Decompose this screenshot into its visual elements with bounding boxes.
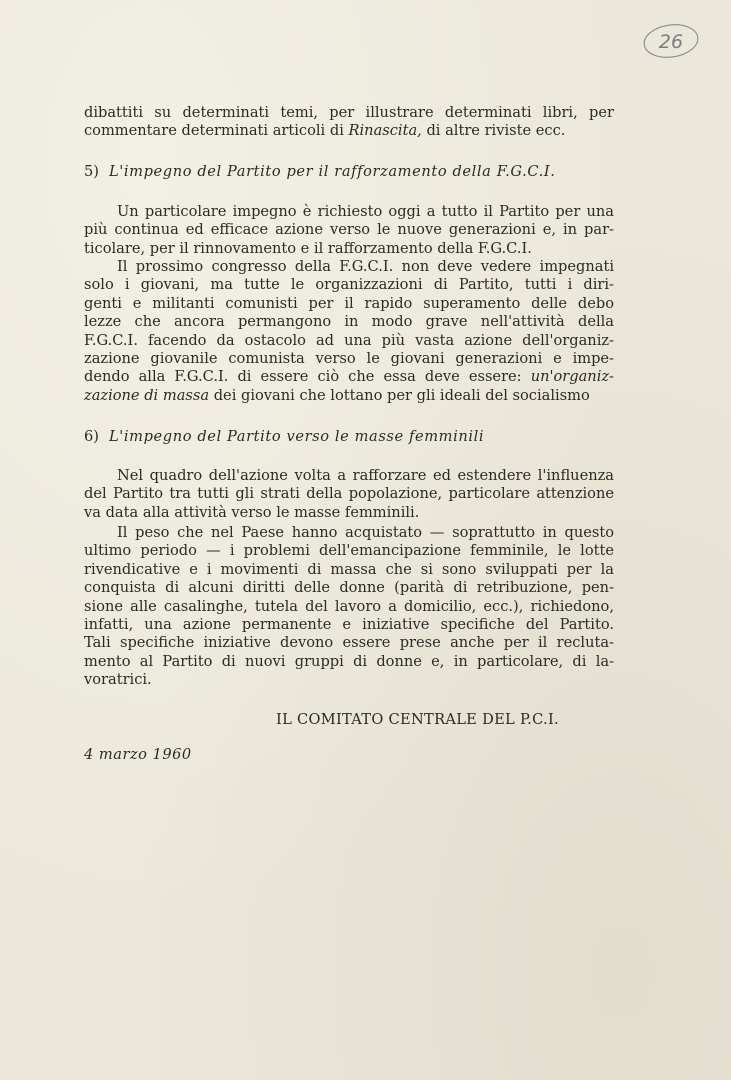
s6p2-line-8: mento al Partito di nuovi gruppi di donne e, in particolare, di la- — [84, 652, 614, 670]
s6p2-line-9: voratrici. — [84, 671, 152, 689]
s5p2-line-7-italic: un'organiz- — [530, 368, 614, 386]
s6p2-line-4: conquista di alcuni diritti delle donne (parità di retribuzione, pen- — [84, 579, 614, 597]
section-6-paragraph-2 — [84, 524, 614, 690]
s5p2-line-5: F.G.C.I. facendo da ostacolo ad una più vasta azione dell'organiz- — [84, 331, 614, 349]
intro-line-1: dibattiti su determinati temi, per illustrare determinati libri, per — [84, 104, 614, 121]
section-6-title: L'impegno del Partito verso le masse femminili — [108, 428, 485, 445]
s6p2-line-1: Il peso che nel Paese hanno acquistato — soprattutto in questo — [117, 524, 614, 541]
s6p2-line-2: ultimo periodo — i problemi dell'emancipazione femminile, le lotte — [84, 542, 614, 560]
s5p2-line-3: genti e militanti comunisti per il rapido superamento delle debo — [84, 294, 614, 312]
intro-line-2-text: commentare determinati articoli di — [84, 122, 349, 140]
intro-line-2 — [84, 122, 614, 140]
intro-paragraph — [84, 104, 614, 141]
section-6-number: 6) — [84, 428, 99, 445]
s5p1-line-3: ticolare, per il rinnovamento e il rafforzamento della F.G.C.I. — [84, 239, 532, 257]
s5p2-line-7-text: dendo alla F.G.C.I. di essere ciò che essa deve essere: — [84, 368, 531, 386]
s6p1-line-2: del Partito tra tutti gli strati della popolazione, particolare attenzione — [84, 485, 614, 503]
s5p2-line-2: solo i giovani, ma tutte le organizzazioni di Partito, tutti i diri- — [84, 276, 614, 294]
s5p2-line-8 — [84, 387, 614, 405]
s6p1-line-1: Nel quadro dell'azione volta a rafforzare ed estendere l'influenza — [117, 467, 614, 484]
section-6-paragraph-1 — [84, 467, 614, 522]
section-6-heading — [84, 428, 484, 445]
section-5-number: 5) — [84, 163, 99, 180]
s5p1-line-1: Un particolare impegno è richiesto oggi a tutto il Partito per una — [117, 203, 614, 220]
section-5-paragraph-1 — [84, 203, 614, 258]
document-date: 4 marzo 1960 — [84, 746, 192, 763]
intro-line-2-end: di altre riviste ecc. — [421, 122, 566, 140]
section-5-title: L'impegno del Partito per il rafforzamento della F.G.C.I. — [108, 163, 556, 180]
s5p2-line-8-italic: zazione di massa — [84, 386, 210, 404]
section-5-heading — [84, 163, 555, 180]
s5p2-line-1: Il prossimo congresso della F.G.C.I. non deve vedere impegnati — [117, 258, 614, 275]
s6p2-line-3: rivendicative e i movimenti di massa che si sono sviluppati per la — [84, 560, 614, 578]
s6p1-line-3: va data alla attività verso le masse femminili. — [84, 503, 420, 521]
s5p2-line-7 — [84, 368, 614, 386]
s6p2-line-5: sione alle casalinghe, tutela del lavoro a domicilio, ecc.), richiedono, — [84, 597, 614, 615]
page-number-circle-icon — [640, 22, 702, 60]
page-number-text: 26 — [658, 31, 684, 53]
signature: IL COMITATO CENTRALE DEL P.C.I. — [276, 711, 559, 728]
s6p2-line-7: Tali specifiche iniziative devono essere prese anche per il recluta- — [84, 634, 614, 652]
handwritten-page-number — [640, 22, 702, 60]
s6p2-line-6: infatti, una azione permanente e iniziative specifiche del Partito. — [84, 615, 614, 633]
s5p1-line-2: più continua ed efficace azione verso le nuove generazioni e, in par- — [84, 221, 614, 239]
section-5-paragraph-2 — [84, 258, 614, 405]
s5p2-line-6: zazione giovanile comunista verso le giovani generazioni e impe- — [84, 349, 614, 367]
s5p2-line-8-text: dei giovani che lottano per gli ideali del socialismo — [209, 386, 590, 404]
intro-journal-name: Rinascita, — [348, 122, 422, 140]
s5p2-line-4: lezze che ancora permangono in modo grave nell'attività della — [84, 313, 614, 331]
